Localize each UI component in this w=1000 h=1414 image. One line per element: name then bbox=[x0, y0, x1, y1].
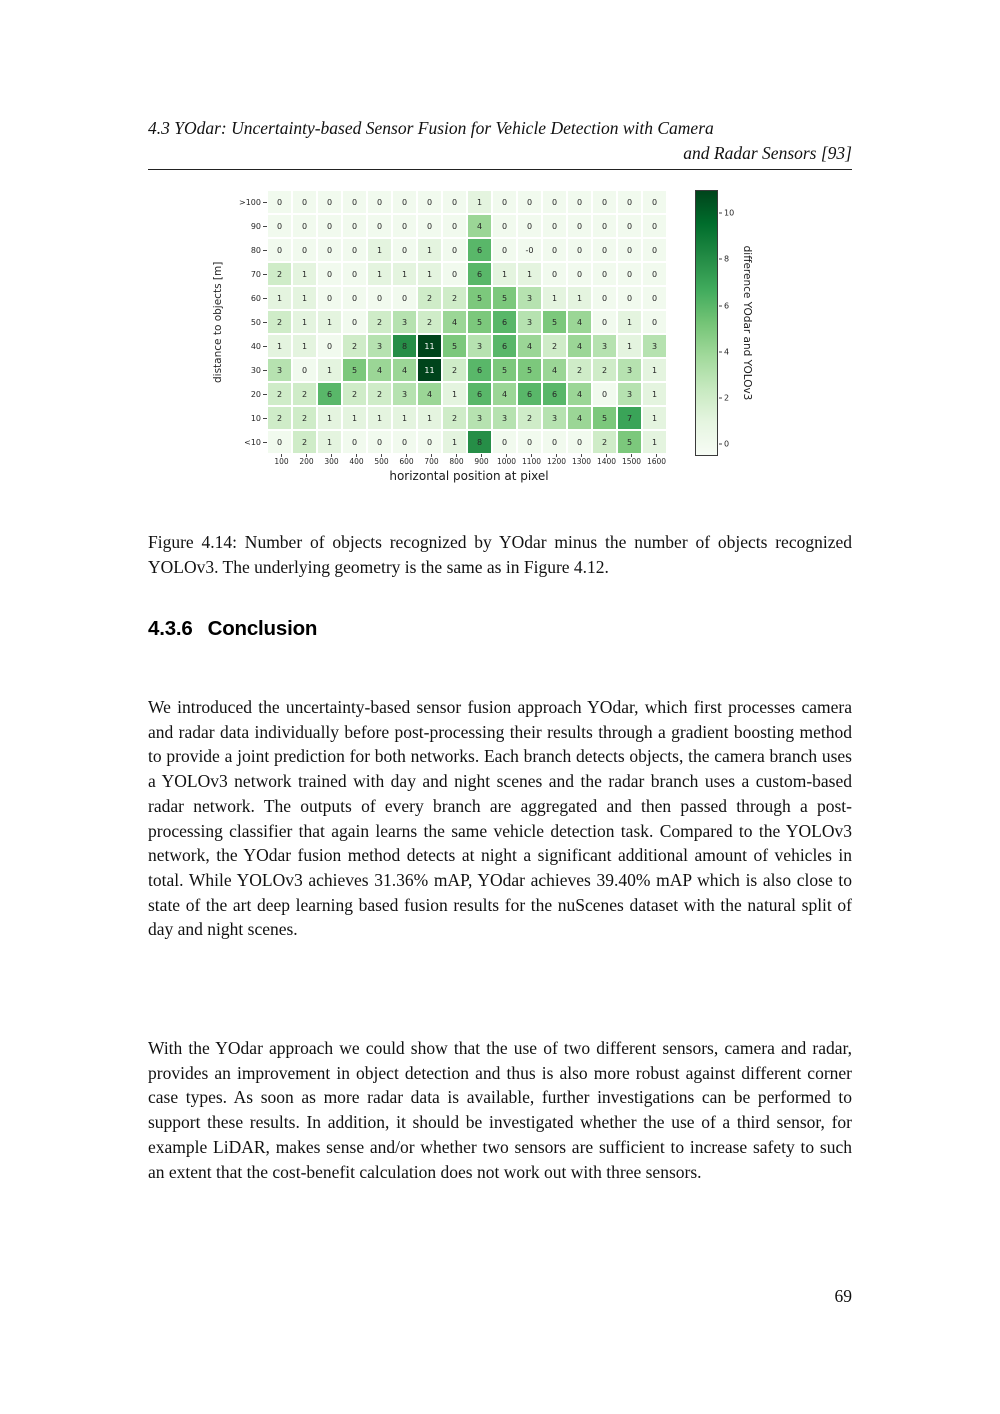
heatmap-cell: 4 bbox=[443, 311, 466, 333]
heatmap-cell: 2 bbox=[368, 311, 391, 333]
heatmap-cell: 0 bbox=[568, 239, 591, 261]
heatmap-row bbox=[227, 406, 669, 430]
heatmap-cell: 0 bbox=[418, 191, 441, 213]
heatmap-cell: 0 bbox=[493, 191, 516, 213]
running-header bbox=[148, 116, 852, 166]
heatmap-cell: 0 bbox=[593, 287, 616, 309]
heatmap-cell: 0 bbox=[368, 215, 391, 237]
heatmap-cell: 5 bbox=[543, 311, 566, 333]
header-line-1: 4.3 YOdar: Uncertainty-based Sensor Fusion for Vehicle Detection with Camera bbox=[148, 118, 714, 138]
y-tick-label: 40 bbox=[227, 334, 267, 358]
x-tick-label: 1400 bbox=[594, 454, 619, 466]
heatmap-cell: 4 bbox=[493, 383, 516, 405]
heatmap-cell: 1 bbox=[643, 431, 666, 453]
heatmap-cell: 2 bbox=[543, 335, 566, 357]
heatmap-cell: 0 bbox=[593, 311, 616, 333]
heatmap-cell: 2 bbox=[443, 359, 466, 381]
heatmap-plot bbox=[227, 190, 669, 483]
heatmap-cell: 4 bbox=[543, 359, 566, 381]
section-title: Conclusion bbox=[207, 617, 318, 640]
heatmap-cell: 1 bbox=[318, 407, 341, 429]
y-tick-label: 30 bbox=[227, 358, 267, 382]
y-tick-mark bbox=[263, 442, 267, 443]
heatmap-cell: 3 bbox=[493, 407, 516, 429]
heatmap-cell: 6 bbox=[493, 311, 516, 333]
heatmap-row bbox=[227, 382, 669, 406]
heatmap-cell: 1 bbox=[318, 359, 341, 381]
colorbar-tick-mark bbox=[719, 351, 722, 352]
colorbar-tick-mark bbox=[719, 213, 722, 214]
heatmap-cell: 2 bbox=[518, 407, 541, 429]
heatmap-cell: 1 bbox=[343, 407, 366, 429]
heatmap-cell: 0 bbox=[293, 359, 316, 381]
colorbar-tick: 2 bbox=[719, 394, 729, 403]
y-tick-mark bbox=[263, 226, 267, 227]
y-tick-mark bbox=[263, 274, 267, 275]
heatmap-row bbox=[227, 214, 669, 238]
heatmap-cell: 8 bbox=[393, 335, 416, 357]
heatmap-cell: 6 bbox=[468, 263, 491, 285]
heatmap-cell: 2 bbox=[268, 407, 291, 429]
heatmap-cell: 0 bbox=[518, 215, 541, 237]
heatmap-cell: 4 bbox=[418, 383, 441, 405]
heatmap-cell: 5 bbox=[593, 407, 616, 429]
x-tick-label: 200 bbox=[294, 454, 319, 466]
heatmap-cell: 4 bbox=[368, 359, 391, 381]
heatmap-cell: 1 bbox=[418, 239, 441, 261]
heatmap-cell: 8 bbox=[468, 431, 491, 453]
y-tick-label: 70 bbox=[227, 262, 267, 286]
heatmap-cell: 1 bbox=[368, 407, 391, 429]
heatmap-row bbox=[227, 310, 669, 334]
x-tick-label: 300 bbox=[319, 454, 344, 466]
heatmap-cell: 3 bbox=[618, 359, 641, 381]
heatmap-cell: 0 bbox=[593, 239, 616, 261]
y-tick-mark bbox=[263, 346, 267, 347]
heatmap-cell: 4 bbox=[393, 359, 416, 381]
heatmap-row bbox=[227, 262, 669, 286]
heatmap-cell: 0 bbox=[393, 287, 416, 309]
heatmap-cell: 3 bbox=[368, 335, 391, 357]
heatmap-row bbox=[227, 430, 669, 454]
heatmap-cell: 0 bbox=[618, 263, 641, 285]
heatmap-row bbox=[227, 358, 669, 382]
heatmap-cell: 5 bbox=[468, 311, 491, 333]
heatmap-cell: 2 bbox=[268, 383, 291, 405]
x-tick-label: 500 bbox=[369, 454, 394, 466]
colorbar-tick: 8 bbox=[719, 255, 729, 264]
heatmap-cell: 11 bbox=[418, 335, 441, 357]
y-tick-mark bbox=[263, 418, 267, 419]
heatmap-cell: 3 bbox=[643, 335, 666, 357]
colorbar-tick: 10 bbox=[719, 209, 734, 218]
heatmap-cell: 1 bbox=[268, 287, 291, 309]
heatmap-cell: 6 bbox=[493, 335, 516, 357]
header-rule bbox=[148, 169, 852, 170]
heatmap-cell: 1 bbox=[368, 263, 391, 285]
heatmap-cell: 2 bbox=[568, 359, 591, 381]
heatmap-cell: 1 bbox=[643, 407, 666, 429]
heatmap-cell: 2 bbox=[418, 287, 441, 309]
heatmap-cell: 0 bbox=[418, 215, 441, 237]
heatmap-cell: 0 bbox=[368, 287, 391, 309]
heatmap-cell: 0 bbox=[543, 431, 566, 453]
heatmap-cell: 1 bbox=[268, 335, 291, 357]
heatmap-cell: 1 bbox=[643, 359, 666, 381]
heatmap-cell: 3 bbox=[593, 335, 616, 357]
heatmap-cell: 4 bbox=[568, 383, 591, 405]
heatmap-cell: 1 bbox=[618, 335, 641, 357]
heatmap-cell: 0 bbox=[618, 191, 641, 213]
heatmap-cell: 0 bbox=[343, 287, 366, 309]
heatmap-cell: 0 bbox=[543, 215, 566, 237]
heatmap-cell: 0 bbox=[368, 191, 391, 213]
heatmap-cell: 0 bbox=[343, 311, 366, 333]
heatmap-cell: 0 bbox=[293, 215, 316, 237]
heatmap-cell: 3 bbox=[268, 359, 291, 381]
heatmap-row bbox=[227, 238, 669, 262]
y-tick-label: 10 bbox=[227, 406, 267, 430]
heatmap-cell: 2 bbox=[368, 383, 391, 405]
heatmap-cell: 1 bbox=[518, 263, 541, 285]
heatmap-cell: 0 bbox=[268, 431, 291, 453]
heatmap-cell: 0 bbox=[643, 311, 666, 333]
heatmap-cell: 1 bbox=[293, 287, 316, 309]
heatmap-cell: 1 bbox=[393, 407, 416, 429]
heatmap-cell: 0 bbox=[643, 215, 666, 237]
colorbar-area bbox=[695, 190, 781, 456]
heatmap-cell: 1 bbox=[543, 287, 566, 309]
body-paragraph-2: With the YOdar approach we could show that the use of two different sensors, camera and radar, provides an improvement in object detection and thus is also more robust against different corner case types. As soon as more radar data is available, further investigations can be performed to support these results. In addition, it should be investigated whether the use of a third sensor, for example LiDAR, makes sense and/or whether two sensors are sufficient to increase safety to such an extent that the cost-benefit calculation does not work out with three sensors. bbox=[148, 1038, 852, 1182]
y-tick-mark bbox=[263, 322, 267, 323]
heatmap-cell: 6 bbox=[543, 383, 566, 405]
heatmap-cell: 0 bbox=[318, 335, 341, 357]
heatmap-cell: 0 bbox=[368, 431, 391, 453]
heatmap-cell: 0 bbox=[618, 215, 641, 237]
heatmap-cell: 5 bbox=[343, 359, 366, 381]
heatmap-cell: 5 bbox=[468, 287, 491, 309]
heatmap-grid bbox=[227, 190, 669, 454]
x-tick-label: 1600 bbox=[644, 454, 669, 466]
heatmap-cell: 2 bbox=[593, 359, 616, 381]
y-tick-label: 20 bbox=[227, 382, 267, 406]
y-tick-mark bbox=[263, 250, 267, 251]
y-axis-label: distance to objects [m] bbox=[212, 261, 224, 383]
heatmap-cell: 0 bbox=[643, 263, 666, 285]
x-tick-label: 600 bbox=[394, 454, 419, 466]
heatmap-cell: 0 bbox=[318, 239, 341, 261]
body-paragraph-1: We introduced the uncertainty-based sensor fusion approach YOdar, which first processes camera and radar data individually before post-processing their results through a gradient boosting method to provide a joint prediction for both networks. Each branch detects objects, the camera branch uses a YOLOv3 network trained with day and night scenes and the radar branch uses a custom-based radar network. The outputs of every branch are aggregated and then passed through a post-processing classifier that again learns the same vehicle detection task. Compared to the YOLOv3 network, the YOdar fusion method detects at night a significant additional amount of vehicles in total. While YOLOv3 achieves 31.36% mAP, YOdar achieves 39.40% mAP which is also close to state of the art deep learning based fusion results for the nuScenes dataset with the natural split of day and night scenes. bbox=[148, 697, 852, 940]
heatmap-cell: 3 bbox=[618, 383, 641, 405]
heatmap-cell: 3 bbox=[518, 287, 541, 309]
heatmap-cell: 6 bbox=[468, 239, 491, 261]
heatmap-cell: 0 bbox=[543, 239, 566, 261]
heatmap-cell: 0 bbox=[318, 287, 341, 309]
heatmap-cell: 1 bbox=[443, 431, 466, 453]
heatmap-cell: 5 bbox=[518, 359, 541, 381]
heatmap-cell: 4 bbox=[568, 335, 591, 357]
x-tick-label: 1000 bbox=[494, 454, 519, 466]
section-heading bbox=[148, 617, 317, 641]
heatmap-row bbox=[227, 286, 669, 310]
heatmap-cell: 0 bbox=[643, 191, 666, 213]
heatmap-cell: 0 bbox=[568, 263, 591, 285]
heatmap-cell: 3 bbox=[393, 311, 416, 333]
colorbar-tick: 4 bbox=[719, 347, 729, 356]
colorbar-tick-mark bbox=[719, 305, 722, 306]
heatmap-cell: 0 bbox=[443, 263, 466, 285]
heatmap-cell: 1 bbox=[293, 263, 316, 285]
heatmap-cell: 0 bbox=[343, 431, 366, 453]
heatmap-cell: 0 bbox=[293, 191, 316, 213]
heatmap-cell: 0 bbox=[593, 383, 616, 405]
heatmap-cell: 3 bbox=[543, 407, 566, 429]
heatmap-cell: 5 bbox=[493, 359, 516, 381]
colorbar-gradient bbox=[695, 190, 718, 456]
heatmap-cell: 2 bbox=[418, 311, 441, 333]
y-tick-mark bbox=[263, 394, 267, 395]
heatmap-cell: 5 bbox=[493, 287, 516, 309]
x-axis-ticks bbox=[269, 454, 669, 466]
heatmap-cell: 0 bbox=[568, 191, 591, 213]
y-tick-label: 60 bbox=[227, 286, 267, 310]
heatmap-cell: 1 bbox=[468, 191, 491, 213]
y-tick-label: 90 bbox=[227, 214, 267, 238]
heatmap-cell: 0 bbox=[343, 215, 366, 237]
y-tick-label: 50 bbox=[227, 310, 267, 334]
x-tick-label: 100 bbox=[269, 454, 294, 466]
heatmap-cell: 1 bbox=[293, 311, 316, 333]
heatmap-cell: 0 bbox=[318, 263, 341, 285]
y-tick-label: >100 bbox=[227, 190, 267, 214]
heatmap-cell: 0 bbox=[518, 191, 541, 213]
colorbar-tick: 6 bbox=[719, 301, 729, 310]
heatmap-cell: 2 bbox=[443, 407, 466, 429]
heatmap-cell: 1 bbox=[418, 407, 441, 429]
heatmap-cell: 0 bbox=[268, 215, 291, 237]
heatmap-cell: 1 bbox=[568, 287, 591, 309]
x-tick-label: 800 bbox=[444, 454, 469, 466]
heatmap-cell: 0 bbox=[643, 239, 666, 261]
heatmap-cell: 11 bbox=[418, 359, 441, 381]
heatmap-cell: 6 bbox=[468, 383, 491, 405]
heatmap-cell: 6 bbox=[318, 383, 341, 405]
heatmap-cell: 1 bbox=[443, 383, 466, 405]
heatmap-cell: 1 bbox=[493, 263, 516, 285]
heatmap-cell: 4 bbox=[468, 215, 491, 237]
header-line-2: and Radar Sensors [93] bbox=[683, 143, 852, 163]
heatmap-cell: 0 bbox=[543, 263, 566, 285]
heatmap-cell: 7 bbox=[618, 407, 641, 429]
x-tick-label: 700 bbox=[419, 454, 444, 466]
heatmap-cell: 2 bbox=[343, 383, 366, 405]
heatmap-cell: 1 bbox=[318, 431, 341, 453]
heatmap-cell: 0 bbox=[443, 191, 466, 213]
heatmap-cell: 2 bbox=[293, 407, 316, 429]
heatmap-cell: 0 bbox=[618, 239, 641, 261]
heatmap-cell: -0 bbox=[518, 239, 541, 261]
heatmap-row bbox=[227, 334, 669, 358]
heatmap-cell: 0 bbox=[393, 431, 416, 453]
heatmap-cell: 0 bbox=[593, 215, 616, 237]
section-number: 4.3.6 bbox=[148, 617, 193, 640]
x-tick-label: 1300 bbox=[569, 454, 594, 466]
heatmap-cell: 0 bbox=[493, 239, 516, 261]
heatmap-cell: 0 bbox=[568, 215, 591, 237]
colorbar-tick: 0 bbox=[719, 440, 729, 449]
heatmap-cell: 3 bbox=[468, 335, 491, 357]
heatmap-cell: 6 bbox=[518, 383, 541, 405]
heatmap-cell: 0 bbox=[343, 191, 366, 213]
heatmap-cell: 0 bbox=[518, 431, 541, 453]
heatmap-cell: 1 bbox=[643, 383, 666, 405]
heatmap-cell: 5 bbox=[618, 431, 641, 453]
heatmap-cell: 0 bbox=[318, 215, 341, 237]
heatmap-cell: 0 bbox=[343, 239, 366, 261]
heatmap-cell: 3 bbox=[518, 311, 541, 333]
heatmap-cell: 2 bbox=[593, 431, 616, 453]
y-tick-mark bbox=[263, 370, 267, 371]
heatmap-cell: 0 bbox=[568, 431, 591, 453]
heatmap-cell: 2 bbox=[343, 335, 366, 357]
heatmap-cell: 0 bbox=[593, 191, 616, 213]
heatmap-cell: 0 bbox=[318, 191, 341, 213]
heatmap-cell: 1 bbox=[318, 311, 341, 333]
heatmap-cell: 0 bbox=[268, 239, 291, 261]
y-tick-mark bbox=[263, 202, 267, 203]
heatmap-cell: 1 bbox=[368, 239, 391, 261]
heatmap-cell: 0 bbox=[493, 431, 516, 453]
heatmap-cell: 5 bbox=[443, 335, 466, 357]
heatmap-cell: 4 bbox=[518, 335, 541, 357]
heatmap-cell: 0 bbox=[343, 263, 366, 285]
heatmap-cell: 0 bbox=[443, 239, 466, 261]
heatmap-cell: 0 bbox=[268, 191, 291, 213]
content-column bbox=[148, 0, 852, 1414]
y-tick-label: <10 bbox=[227, 430, 267, 454]
y-tick-label: 80 bbox=[227, 238, 267, 262]
heatmap-cell: 2 bbox=[443, 287, 466, 309]
colorbar-label: difference YOdar and YOLOv3 bbox=[741, 245, 753, 401]
heatmap-cell: 0 bbox=[543, 191, 566, 213]
heatmap-cell: 0 bbox=[393, 215, 416, 237]
heatmap-cell: 0 bbox=[618, 287, 641, 309]
figure-caption: Figure 4.14: Number of objects recognized by YOdar minus the number of objects recognized YOLOv3. The underlying geometry is the same as in Figure 4.12. bbox=[148, 531, 852, 577]
x-axis-label: horizontal position at pixel bbox=[389, 469, 549, 483]
x-tick-label: 1200 bbox=[544, 454, 569, 466]
x-tick-label: 1500 bbox=[619, 454, 644, 466]
heatmap-cell: 4 bbox=[568, 311, 591, 333]
heatmap-cell: 6 bbox=[468, 359, 491, 381]
heatmap-cell: 0 bbox=[393, 191, 416, 213]
heatmap-cell: 3 bbox=[468, 407, 491, 429]
heatmap-cell: 1 bbox=[418, 263, 441, 285]
heatmap-cell: 1 bbox=[618, 311, 641, 333]
x-tick-label: 900 bbox=[469, 454, 494, 466]
y-tick-mark bbox=[263, 298, 267, 299]
heatmap-cell: 0 bbox=[293, 239, 316, 261]
heatmap-cell: 1 bbox=[293, 335, 316, 357]
heatmap-cell: 2 bbox=[268, 263, 291, 285]
heatmap-cell: 3 bbox=[393, 383, 416, 405]
heatmap-cell: 2 bbox=[293, 431, 316, 453]
heatmap-cell: 4 bbox=[568, 407, 591, 429]
heatmap-cell: 1 bbox=[393, 263, 416, 285]
heatmap-cell: 0 bbox=[418, 431, 441, 453]
heatmap-cell: 0 bbox=[643, 287, 666, 309]
colorbar-tick-mark bbox=[719, 444, 722, 445]
x-tick-label: 1100 bbox=[519, 454, 544, 466]
heatmap-cell: 0 bbox=[443, 215, 466, 237]
heatmap-cell: 0 bbox=[393, 239, 416, 261]
figure-heatmap bbox=[212, 190, 781, 483]
heatmap-cell: 0 bbox=[593, 263, 616, 285]
heatmap-cell: 0 bbox=[493, 215, 516, 237]
colorbar-tick-mark bbox=[719, 259, 722, 260]
heatmap-row bbox=[227, 190, 669, 214]
heatmap-cell: 2 bbox=[268, 311, 291, 333]
page-number: 69 bbox=[834, 1286, 852, 1306]
x-tick-label: 400 bbox=[344, 454, 369, 466]
heatmap-cell: 2 bbox=[293, 383, 316, 405]
colorbar-tick-mark bbox=[719, 398, 722, 399]
